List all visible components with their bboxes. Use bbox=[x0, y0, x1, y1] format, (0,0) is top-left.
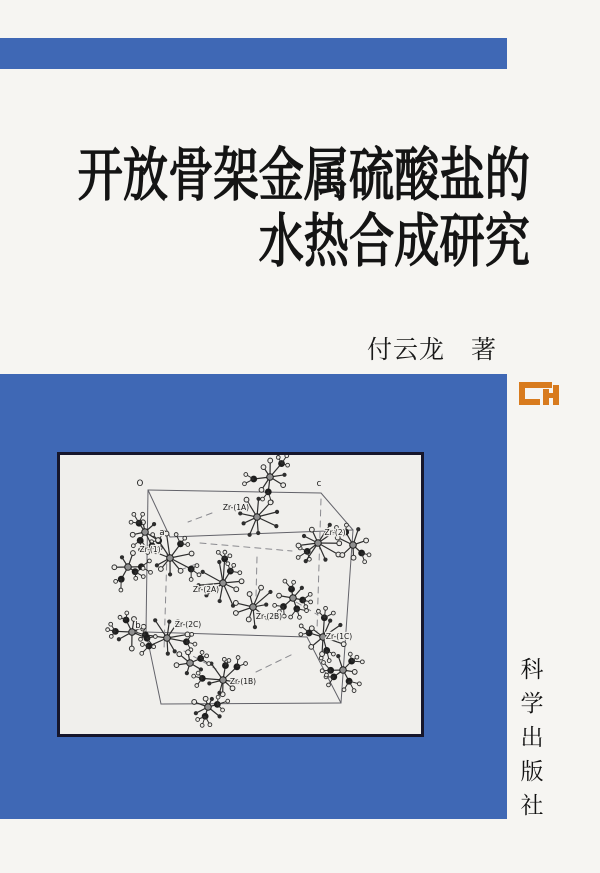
figure-label: Zr-(2B) bbox=[255, 612, 283, 621]
figure-label: b bbox=[135, 621, 141, 631]
publisher-char: 学 bbox=[520, 691, 544, 717]
figure-label: Zr-(2A) bbox=[192, 585, 220, 594]
figure-label: O bbox=[136, 479, 144, 489]
structure-figure-panel bbox=[57, 452, 424, 737]
top-blue-band bbox=[0, 38, 507, 69]
publisher-char: 出 bbox=[520, 725, 544, 751]
publisher-char: 社 bbox=[520, 793, 544, 819]
book-title bbox=[0, 143, 530, 275]
figure-label: Zr-(1B) bbox=[229, 677, 257, 686]
figure-label: Zr-(2C) bbox=[174, 620, 202, 629]
figure-label: Zr-(1) bbox=[139, 545, 161, 554]
figure-label: Zr-(2) bbox=[324, 528, 346, 537]
publisher-name-vertical bbox=[519, 659, 545, 818]
figure-label: a bbox=[159, 528, 165, 538]
publisher-logo-ch-icon bbox=[514, 379, 564, 407]
publisher-char: 科 bbox=[520, 657, 544, 683]
crystal-structure-figure bbox=[60, 455, 421, 734]
author-name: 付云龙 著 bbox=[366, 337, 497, 364]
title-line-2: 水热合成研究 bbox=[258, 209, 530, 274]
figure-label: Zr-(1C) bbox=[325, 632, 353, 641]
publisher-char: 版 bbox=[520, 759, 544, 785]
figure-label: Zr-(1A) bbox=[222, 503, 250, 512]
figure-label: c bbox=[316, 479, 322, 489]
title-line-1: 开放骨架金属硫酸盐的 bbox=[77, 143, 530, 208]
